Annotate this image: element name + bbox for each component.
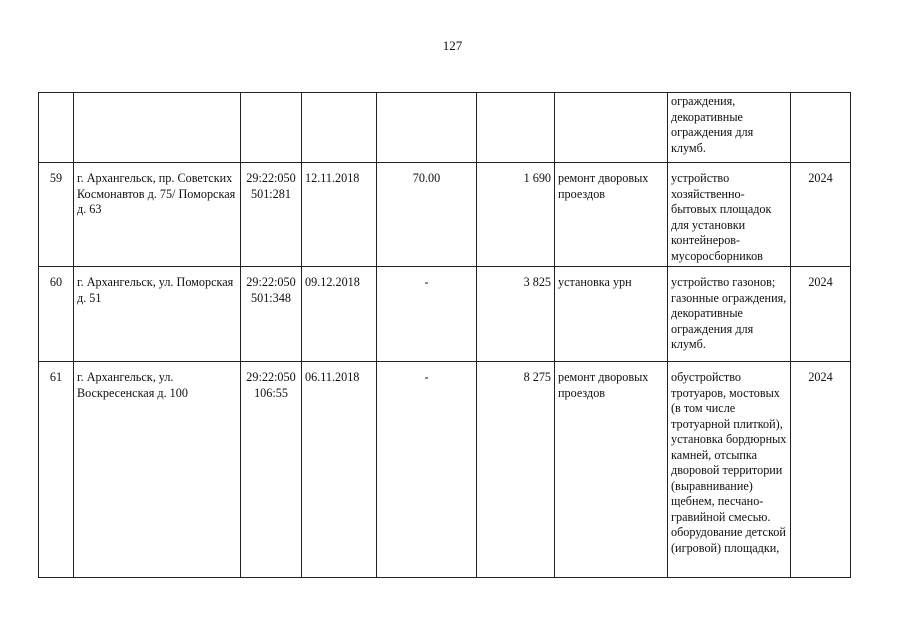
- cell-year: 2024: [791, 362, 851, 578]
- cell-value: [377, 93, 477, 163]
- cell-works: ограждения, декоративные ограждения для клумб.: [668, 93, 791, 163]
- cell-address: г. Архангельск, ул. Воскресенская д. 100: [74, 362, 241, 578]
- cell-work-type: [555, 93, 668, 163]
- cell-value: -: [377, 267, 477, 362]
- cell-area: [477, 93, 555, 163]
- cell-year: 2024: [791, 267, 851, 362]
- cell-date: [302, 93, 377, 163]
- cell-num: [39, 93, 74, 163]
- cell-work-type: установка урн: [555, 267, 668, 362]
- table-row: [39, 362, 851, 578]
- page-number: 127: [442, 38, 463, 53]
- cell-works: устройство хозяйственно-бытовых площадок для установки контейнеров-мусоросборников: [668, 163, 791, 267]
- cell-date: 09.12.2018: [302, 267, 377, 362]
- cell-address: [74, 93, 241, 163]
- cell-year: [791, 93, 851, 163]
- cell-address: г. Архангельск, пр. Советских Космонавтов д. 75/ Поморская д. 63: [74, 163, 241, 267]
- cell-area: 8 275: [477, 362, 555, 578]
- cell-value: 70.00: [377, 163, 477, 267]
- table-row: [39, 93, 851, 163]
- cell-num: 61: [39, 362, 74, 578]
- cell-cadastral: 29:22:050 106:55: [241, 362, 302, 578]
- cell-num: 60: [39, 267, 74, 362]
- cell-cadastral: 29:22:050 501:348: [241, 267, 302, 362]
- cell-date: 12.11.2018: [302, 163, 377, 267]
- cell-cadastral: 29:22:050 501:281: [241, 163, 302, 267]
- cell-year: 2024: [791, 163, 851, 267]
- cell-works: устройство газонов; газонные ограждения, декоративные ограждения для клумб.: [668, 267, 791, 362]
- cell-value: -: [377, 362, 477, 578]
- cell-date: 06.11.2018: [302, 362, 377, 578]
- cell-works: обустройство тротуаров, мостовых (в том числе тротуарной плиткой), установка бордюрных камней, отсыпка дворовой территории (выравнивание) щебнем, песчано-гравийной смесью. оборудование детской (игровой) площадки,: [668, 362, 791, 578]
- cell-area: 1 690: [477, 163, 555, 267]
- table-row: [39, 267, 851, 362]
- cell-area: 3 825: [477, 267, 555, 362]
- improvement-table: [38, 92, 851, 578]
- table-row: [39, 163, 851, 267]
- cell-num: 59: [39, 163, 74, 267]
- cell-work-type: ремонт дворовых проездов: [555, 163, 668, 267]
- cell-work-type: ремонт дворовых проездов: [555, 362, 668, 578]
- cell-address: г. Архангельск, ул. Поморская д. 51: [74, 267, 241, 362]
- cell-cadastral: [241, 93, 302, 163]
